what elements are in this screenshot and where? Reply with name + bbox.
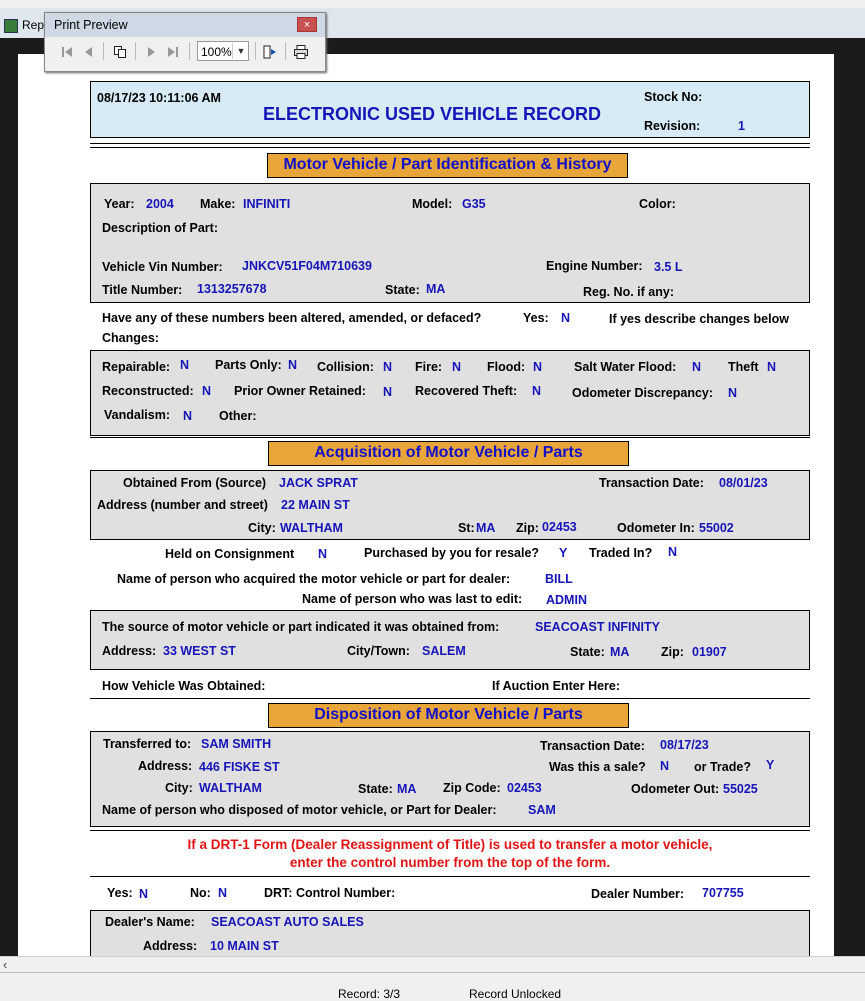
collision-value: N xyxy=(383,360,393,374)
altered-question: Have any of these numbers been altered, amended, or defaced? xyxy=(102,311,482,325)
fire-label: Fire: xyxy=(415,360,443,374)
source-label: Obtained From (Source) xyxy=(123,476,267,490)
divider xyxy=(90,876,810,877)
source2-address-label: Address: xyxy=(102,644,157,658)
prev-page-icon xyxy=(82,45,96,59)
divider xyxy=(90,698,810,699)
sale-label: Was this a sale? xyxy=(549,760,646,774)
zoom-value: 100% xyxy=(201,45,232,59)
how-obtained-label: How Vehicle Was Obtained: xyxy=(102,679,266,693)
acq-city-label: City: xyxy=(248,521,276,535)
source2-address-value: 33 WEST ST xyxy=(163,644,236,658)
print-preview-title: Print Preview xyxy=(54,18,128,32)
editor-label: Name of person who was last to edit: xyxy=(302,592,523,606)
acq-zip-label: Zip: xyxy=(516,521,539,535)
source2-zip-value: 01907 xyxy=(692,645,727,659)
print-preview-toolbar-window xyxy=(44,12,326,72)
dealer-number-value: 707755 xyxy=(702,886,744,900)
acq-city-value: WALTHAM xyxy=(280,521,343,535)
source2-state-value: MA xyxy=(610,645,630,659)
disp-txdate-value: 08/17/23 xyxy=(660,738,709,752)
toolbar-separator xyxy=(135,42,136,60)
trade-label: or Trade? xyxy=(694,760,751,774)
vandalism-value: N xyxy=(183,409,193,423)
parts-only-label: Parts Only: xyxy=(215,358,282,372)
title-number-label: Title Number: xyxy=(102,283,183,297)
section-disposition: Disposition of Motor Vehicle / Parts xyxy=(268,703,629,728)
reg-label: Reg. No. if any: xyxy=(583,285,674,299)
source2-state-label: State: xyxy=(570,645,605,659)
acq-txdate-value: 08/01/23 xyxy=(719,476,768,490)
horizontal-scrollbar[interactable] xyxy=(0,956,865,973)
multiple-pages-button[interactable] xyxy=(110,40,130,62)
chevron-down-icon[interactable]: ▼ xyxy=(232,43,249,59)
drt-notice-line2: enter the control number from the top of the form. xyxy=(289,855,611,870)
section-identification: Motor Vehicle / Part Identification & History xyxy=(267,153,628,178)
transferred-to-label: Transferred to: xyxy=(103,737,192,751)
divider xyxy=(90,147,810,148)
first-page-icon xyxy=(60,45,74,59)
record-lock-status: Record Unlocked xyxy=(469,987,562,1001)
acq-zip-value: 02453 xyxy=(542,520,577,534)
recovered-theft-value: N xyxy=(532,384,542,398)
odometer-discrepancy-value: N xyxy=(728,386,738,400)
revision-value: 1 xyxy=(738,119,745,133)
dealer-name-label: Dealer's Name: xyxy=(105,915,195,929)
title-state-label: State: xyxy=(385,283,420,297)
toolbar-separator xyxy=(285,42,286,60)
report-page xyxy=(18,54,834,956)
parts-only-value: N xyxy=(288,358,298,372)
sale-value: N xyxy=(660,759,670,773)
acq-address-label: Address (number and street) xyxy=(97,498,268,512)
disp-address-label: Address: xyxy=(138,759,193,773)
vin-label: Vehicle Vin Number: xyxy=(102,260,223,274)
scroll-left-icon[interactable]: ‹ xyxy=(3,957,8,972)
stock-label: Stock No: xyxy=(644,90,703,104)
disp-address-value: 446 FISKE ST xyxy=(199,760,280,774)
source2-city-value: SALEM xyxy=(422,644,466,658)
auction-label: If Auction Enter Here: xyxy=(492,679,621,693)
traded-label: Traded In? xyxy=(589,546,653,560)
description-label: Description of Part: xyxy=(102,221,218,235)
source2-label: The source of motor vehicle or part indicated it was obtained from: xyxy=(102,620,500,634)
reconstructed-label: Reconstructed: xyxy=(102,384,194,398)
dealer-number-label: Dealer Number: xyxy=(591,887,685,901)
title-state-value: MA xyxy=(426,282,446,296)
odometer-out-label: Odometer Out: xyxy=(631,782,720,796)
color-label: Color: xyxy=(639,197,676,211)
dealer-name-value: SEACOAST AUTO SALES xyxy=(211,915,364,929)
theft-value: N xyxy=(767,360,777,374)
consignment-label: Held on Consignment xyxy=(165,547,295,561)
odometer-in-label: Odometer In: xyxy=(617,521,695,535)
make-label: Make: xyxy=(200,197,236,211)
vandalism-label: Vandalism: xyxy=(104,408,170,422)
disp-city-label: City: xyxy=(165,781,193,795)
section-acquisition: Acquisition of Motor Vehicle / Parts xyxy=(268,441,629,466)
saltwater-value: N xyxy=(692,360,702,374)
flood-label: Flood: xyxy=(487,360,526,374)
acq-txdate-label: Transaction Date: xyxy=(599,476,704,490)
drt-yes-label: Yes: xyxy=(107,886,133,900)
last-page-icon xyxy=(166,45,180,59)
make-value: INFINITI xyxy=(243,197,291,211)
zoom-select[interactable] xyxy=(197,41,249,61)
exit-icon xyxy=(262,44,278,60)
flood-value: N xyxy=(533,360,543,374)
next-page-button[interactable] xyxy=(141,40,161,62)
transferred-to-value: SAM SMITH xyxy=(201,737,272,751)
source-value: JACK SPRAT xyxy=(279,476,358,490)
status-bar xyxy=(0,972,865,1001)
exit-preview-button[interactable] xyxy=(260,40,280,62)
drt-no-label: No: xyxy=(190,886,211,900)
drt-no-value: N xyxy=(218,886,228,900)
pages-icon xyxy=(113,45,127,59)
acquirer-label: Name of person who acquired the motor vehicle or part for dealer: xyxy=(117,572,511,586)
consignment-value: N xyxy=(318,547,328,561)
fire-value: N xyxy=(452,360,462,374)
first-page-button[interactable] xyxy=(57,40,77,62)
divider xyxy=(90,437,810,438)
repairable-label: Repairable: xyxy=(102,360,171,374)
odometer-out-value: 55025 xyxy=(723,782,758,796)
collision-label: Collision: xyxy=(317,360,374,374)
source2-city-label: City/Town: xyxy=(347,644,410,658)
divider xyxy=(90,143,810,144)
model-label: Model: xyxy=(412,197,453,211)
toolbar-separator xyxy=(255,42,256,60)
divider xyxy=(90,830,810,831)
page-title: ELECTRONIC USED VEHICLE RECORD xyxy=(263,104,602,124)
previous-page-button[interactable] xyxy=(79,40,99,62)
source2-value: SEACOAST INFINITY xyxy=(535,620,661,634)
repairable-value: N xyxy=(180,358,190,372)
model-value: G35 xyxy=(462,197,486,211)
acq-address-value: 22 MAIN ST xyxy=(281,498,350,512)
trade-value: Y xyxy=(766,758,775,772)
menu-bar xyxy=(0,0,865,6)
disposer-label: Name of person who disposed of motor vehicle, or Part for Dealer: xyxy=(102,803,497,817)
odometer-in-value: 55002 xyxy=(699,521,734,535)
acq-st-label: St: xyxy=(458,521,475,535)
prior-owner-label: Prior Owner Retained: xyxy=(234,384,366,398)
recovered-theft-label: Recovered Theft: xyxy=(415,384,518,398)
source2-box xyxy=(90,610,810,670)
disp-state-label: State: xyxy=(358,782,393,796)
changes-label: Changes: xyxy=(102,331,159,345)
engine-value: 3.5 L xyxy=(654,260,683,274)
drt-yes-value: N xyxy=(139,887,149,901)
drt-notice-line1: If a DRT-1 Form (Dealer Reassignment of Title) is used to transfer a motor vehicle, xyxy=(187,837,713,852)
odometer-discrepancy-label: Odometer Discrepancy: xyxy=(572,386,714,400)
next-page-icon xyxy=(144,45,158,59)
toolbar-separator xyxy=(189,42,190,60)
vin-value: JNKCV51F04M710639 xyxy=(242,259,372,273)
print-button[interactable] xyxy=(291,40,311,62)
title-number-value: 1313257678 xyxy=(197,282,267,296)
theft-label: Theft xyxy=(728,360,759,374)
saltwater-label: Salt Water Flood: xyxy=(574,360,677,374)
last-page-button[interactable] xyxy=(163,40,183,62)
prior-owner-value: N xyxy=(383,385,393,399)
report-icon xyxy=(4,19,18,33)
report-datetime: 08/17/23 10:11:06 AM xyxy=(97,91,221,105)
altered-note: If yes describe changes below xyxy=(609,312,789,326)
disp-zip-label: Zip Code: xyxy=(443,781,501,795)
resale-label: Purchased by you for resale? xyxy=(364,546,540,560)
altered-yes-label: Yes: xyxy=(523,311,549,325)
altered-yes-value: N xyxy=(561,311,571,325)
acq-st-value: MA xyxy=(476,521,496,535)
dealer-address-label: Address: xyxy=(143,939,198,953)
dealer-address-value: 10 MAIN ST xyxy=(210,939,279,953)
source2-zip-label: Zip: xyxy=(661,645,684,659)
reconstructed-value: N xyxy=(202,384,212,398)
disposer-value: SAM xyxy=(528,803,556,817)
disp-txdate-label: Transaction Date: xyxy=(540,739,645,753)
toolbar-separator xyxy=(103,42,104,60)
year-label: Year: xyxy=(104,197,135,211)
other-label: Other: xyxy=(219,409,257,423)
report-window-title: Rep xyxy=(22,18,45,32)
resale-value: Y xyxy=(559,546,568,560)
disp-city-value: WALTHAM xyxy=(199,781,262,795)
close-button[interactable]: × xyxy=(297,17,317,32)
revision-label: Revision: xyxy=(644,119,701,133)
disp-state-value: MA xyxy=(397,782,417,796)
year-value: 2004 xyxy=(146,197,174,211)
acquirer-value: BILL xyxy=(545,572,573,586)
disp-zip-value: 02453 xyxy=(507,781,542,795)
printer-icon xyxy=(293,44,309,60)
record-counter: Record: 3/3 xyxy=(338,987,401,1001)
traded-value: N xyxy=(668,545,678,559)
engine-label: Engine Number: xyxy=(546,259,643,273)
editor-value: ADMIN xyxy=(546,593,587,607)
drt-control-label: DRT: Control Number: xyxy=(264,886,396,900)
